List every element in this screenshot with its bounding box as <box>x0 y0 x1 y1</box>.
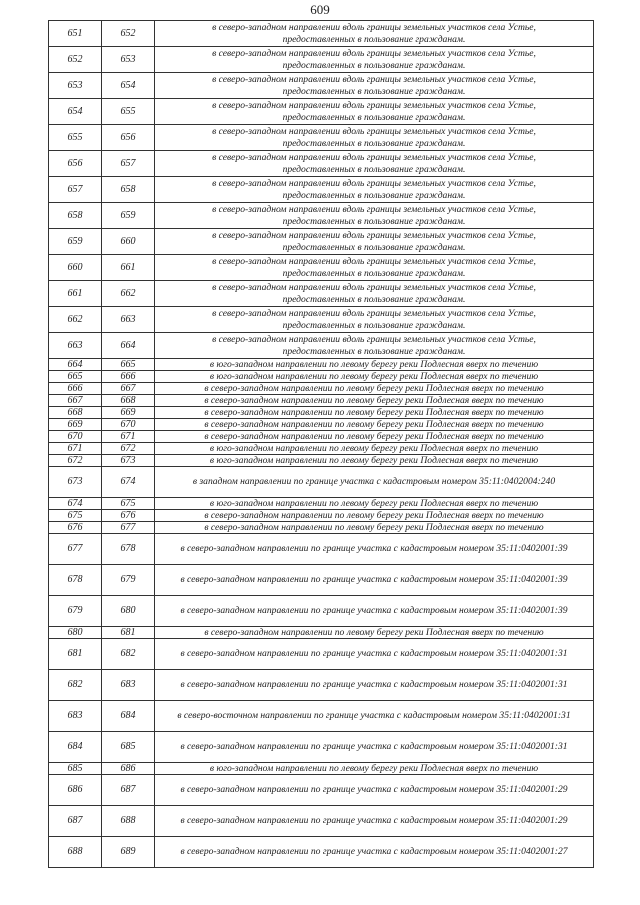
boundary-description-cell <box>155 443 594 455</box>
boundary-description-cell <box>155 255 594 281</box>
point-to-cell: 669 <box>102 407 155 419</box>
point-to-cell: 655 <box>102 99 155 125</box>
point-from-cell: 654 <box>49 99 102 125</box>
description-line: в северо-западном направлении по границе участка с кадастровым номером 35:11:0402001:31 <box>180 741 568 752</box>
point-from-cell: 664 <box>49 359 102 371</box>
description-line: в северо-западном направлении вдоль границы земельных участков села Устье, <box>212 151 536 163</box>
table-row <box>49 455 594 467</box>
table-row <box>49 522 594 534</box>
table-row <box>49 806 594 837</box>
table-row <box>49 443 594 455</box>
table-row <box>49 21 594 47</box>
boundary-description-cell <box>155 639 594 670</box>
boundary-description-cell <box>155 383 594 395</box>
point-to-cell: 666 <box>102 371 155 383</box>
boundary-description-cell <box>155 565 594 596</box>
point-to-cell: 656 <box>102 125 155 151</box>
description-line: в северо-западном направлении вдоль границы земельных участков села Устье, <box>212 203 536 215</box>
boundary-description-cell <box>155 125 594 151</box>
boundary-description-cell <box>155 510 594 522</box>
description-line: в юго-западном направлении по левому берегу реки Подлесная вверх по течению <box>209 454 539 466</box>
table-row <box>49 498 594 510</box>
table-row <box>49 203 594 229</box>
table-row <box>49 73 594 99</box>
point-from-cell: 669 <box>49 419 102 431</box>
point-from-cell: 655 <box>49 125 102 151</box>
point-from-cell: 681 <box>49 639 102 670</box>
boundary-description-cell <box>155 333 594 359</box>
point-to-cell: 668 <box>102 395 155 407</box>
description-line: в северо-западном направлении вдоль границы земельных участков села Устье, <box>212 229 536 241</box>
table-row <box>49 359 594 371</box>
boundary-description-cell <box>155 837 594 868</box>
point-to-cell: 680 <box>102 596 155 627</box>
point-from-cell: 685 <box>49 763 102 775</box>
point-to-cell: 675 <box>102 498 155 510</box>
description-line: в северо-западном направлении по левому берегу реки Подлесная вверх по течению <box>204 626 544 638</box>
boundary-description-cell <box>155 627 594 639</box>
description-line: предоставленных в пользование гражданам. <box>282 241 466 253</box>
boundary-description-cell <box>155 467 594 498</box>
page-number: 609 <box>310 2 330 17</box>
description-line: в северо-западном направлении вдоль границы земельных участков села Устье, <box>212 73 536 85</box>
description-line: в северо-западном направлении вдоль границы земельных участков села Устье, <box>212 255 536 267</box>
point-to-cell: 662 <box>102 281 155 307</box>
point-from-cell: 665 <box>49 371 102 383</box>
boundary-description-cell <box>155 498 594 510</box>
boundary-description-cell <box>155 534 594 565</box>
table-row <box>49 47 594 73</box>
boundary-description-cell <box>155 732 594 763</box>
table-row <box>49 281 594 307</box>
boundary-description-cell <box>155 281 594 307</box>
description-line: в северо-западном направлении по левому берегу реки Подлесная вверх по течению <box>204 521 544 533</box>
table-row <box>49 467 594 498</box>
point-from-cell: 651 <box>49 21 102 47</box>
point-from-cell: 656 <box>49 151 102 177</box>
point-from-cell: 666 <box>49 383 102 395</box>
point-to-cell: 677 <box>102 522 155 534</box>
boundary-description-cell <box>155 419 594 431</box>
point-from-cell: 688 <box>49 837 102 868</box>
point-from-cell: 675 <box>49 510 102 522</box>
point-to-cell: 681 <box>102 627 155 639</box>
table-row <box>49 151 594 177</box>
point-to-cell: 678 <box>102 534 155 565</box>
boundary-description-cell <box>155 177 594 203</box>
point-to-cell: 654 <box>102 73 155 99</box>
point-from-cell: 652 <box>49 47 102 73</box>
description-line: в западном направлении по границе участка с кадастровым номером 35:11:0402004:240 <box>192 476 556 487</box>
boundary-description-cell <box>155 151 594 177</box>
point-to-cell: 687 <box>102 775 155 806</box>
point-to-cell: 665 <box>102 359 155 371</box>
description-line: в северо-западном направлении вдоль границы земельных участков села Устье, <box>212 281 536 293</box>
boundary-description-cell <box>155 670 594 701</box>
description-line: предоставленных в пользование гражданам. <box>282 137 466 149</box>
table-row <box>49 596 594 627</box>
boundary-description-cell <box>155 203 594 229</box>
description-line: в северо-западном направлении по левому берегу реки Подлесная вверх по течению <box>204 382 544 394</box>
point-to-cell: 667 <box>102 383 155 395</box>
table-row <box>49 431 594 443</box>
description-line: предоставленных в пользование гражданам. <box>282 85 466 97</box>
point-from-cell: 660 <box>49 255 102 281</box>
table-row <box>49 565 594 596</box>
point-to-cell: 686 <box>102 763 155 775</box>
table-row <box>49 229 594 255</box>
description-line: в северо-западном направлении вдоль границы земельных участков села Устье, <box>212 177 536 189</box>
description-line: в северо-западном направлении по границе участка с кадастровым номером 35:11:0402001:39 <box>180 543 568 554</box>
table-row <box>49 627 594 639</box>
description-line: в северо-восточном направлении по границе участка с кадастровым номером 35:11:0402001:31 <box>177 710 571 721</box>
point-from-cell: 674 <box>49 498 102 510</box>
point-from-cell: 673 <box>49 467 102 498</box>
point-from-cell: 678 <box>49 565 102 596</box>
description-line: в юго-западном направлении по левому берегу реки Подлесная вверх по течению <box>209 442 539 454</box>
point-from-cell: 672 <box>49 455 102 467</box>
boundary-description-cell <box>155 371 594 383</box>
description-line: предоставленных в пользование гражданам. <box>282 163 466 175</box>
point-from-cell: 661 <box>49 281 102 307</box>
boundary-description-cell <box>155 522 594 534</box>
description-line: в северо-западном направлении по границе участка с кадастровым номером 35:11:0402001:27 <box>180 846 568 857</box>
point-to-cell: 652 <box>102 21 155 47</box>
point-to-cell: 659 <box>102 203 155 229</box>
description-line: в юго-западном направлении по левому берегу реки Подлесная вверх по течению <box>209 358 539 370</box>
point-from-cell: 670 <box>49 431 102 443</box>
point-to-cell: 660 <box>102 229 155 255</box>
table-row <box>49 837 594 868</box>
point-from-cell: 659 <box>49 229 102 255</box>
point-to-cell: 663 <box>102 307 155 333</box>
description-line: в северо-западном направлении вдоль границы земельных участков села Устье, <box>212 47 536 59</box>
boundary-description-cell <box>155 21 594 47</box>
point-to-cell: 679 <box>102 565 155 596</box>
point-from-cell: 686 <box>49 775 102 806</box>
description-line: предоставленных в пользование гражданам. <box>282 293 466 305</box>
table-row <box>49 383 594 395</box>
boundary-description-cell <box>155 47 594 73</box>
boundary-description-cell <box>155 395 594 407</box>
point-to-cell: 676 <box>102 510 155 522</box>
point-to-cell: 688 <box>102 806 155 837</box>
boundary-description-table <box>48 20 594 868</box>
point-to-cell: 670 <box>102 419 155 431</box>
table-body <box>49 21 594 868</box>
point-from-cell: 684 <box>49 732 102 763</box>
description-line: в северо-западном направлении по границе участка с кадастровым номером 35:11:0402001:39 <box>180 574 568 585</box>
boundary-description-cell <box>155 407 594 419</box>
point-from-cell: 687 <box>49 806 102 837</box>
table-row <box>49 419 594 431</box>
boundary-description-cell <box>155 99 594 125</box>
point-to-cell: 672 <box>102 443 155 455</box>
point-from-cell: 667 <box>49 395 102 407</box>
description-line: в юго-западном направлении по левому берегу реки Подлесная вверх по течению <box>209 497 539 509</box>
point-to-cell: 683 <box>102 670 155 701</box>
description-line: предоставленных в пользование гражданам. <box>282 33 466 45</box>
point-from-cell: 683 <box>49 701 102 732</box>
boundary-description-cell <box>155 701 594 732</box>
point-from-cell: 662 <box>49 307 102 333</box>
boundary-description-cell <box>155 431 594 443</box>
table-row <box>49 371 594 383</box>
point-to-cell: 689 <box>102 837 155 868</box>
description-line: в северо-западном направлении по границе участка с кадастровым номером 35:11:0402001:29 <box>180 815 568 826</box>
table-row <box>49 333 594 359</box>
boundary-description-cell <box>155 775 594 806</box>
table-row <box>49 255 594 281</box>
description-line: предоставленных в пользование гражданам. <box>282 345 466 357</box>
description-line: предоставленных в пользование гражданам. <box>282 59 466 71</box>
point-from-cell: 682 <box>49 670 102 701</box>
table-row <box>49 307 594 333</box>
table-row <box>49 775 594 806</box>
point-to-cell: 664 <box>102 333 155 359</box>
boundary-description-cell <box>155 229 594 255</box>
point-to-cell: 685 <box>102 732 155 763</box>
description-line: в северо-западном направлении по левому берегу реки Подлесная вверх по течению <box>204 406 544 418</box>
point-from-cell: 657 <box>49 177 102 203</box>
boundary-description-cell <box>155 806 594 837</box>
point-from-cell: 663 <box>49 333 102 359</box>
description-line: в юго-западном направлении по левому берегу реки Подлесная вверх по течению <box>209 762 539 774</box>
point-to-cell: 653 <box>102 47 155 73</box>
point-to-cell: 684 <box>102 701 155 732</box>
point-from-cell: 668 <box>49 407 102 419</box>
description-line: в северо-западном направлении вдоль границы земельных участков села Устье, <box>212 125 536 137</box>
point-from-cell: 658 <box>49 203 102 229</box>
description-line: предоставленных в пользование гражданам. <box>282 111 466 123</box>
boundary-description-cell <box>155 73 594 99</box>
point-from-cell: 676 <box>49 522 102 534</box>
table-row <box>49 701 594 732</box>
point-to-cell: 657 <box>102 151 155 177</box>
point-from-cell: 677 <box>49 534 102 565</box>
table-row <box>49 639 594 670</box>
point-to-cell: 674 <box>102 467 155 498</box>
description-line: в северо-западном направлении по границе участка с кадастровым номером 35:11:0402001:29 <box>180 784 568 795</box>
point-to-cell: 673 <box>102 455 155 467</box>
point-from-cell: 679 <box>49 596 102 627</box>
description-line: предоставленных в пользование гражданам. <box>282 215 466 227</box>
description-line: в северо-западном направлении вдоль границы земельных участков села Устье, <box>212 21 536 33</box>
description-line: в северо-западном направлении по левому берегу реки Подлесная вверх по течению <box>204 430 544 442</box>
description-line: в северо-западном направлении вдоль границы земельных участков села Устье, <box>212 307 536 319</box>
point-to-cell: 682 <box>102 639 155 670</box>
point-from-cell: 671 <box>49 443 102 455</box>
boundary-description-cell <box>155 359 594 371</box>
table-row <box>49 395 594 407</box>
description-line: предоставленных в пользование гражданам. <box>282 319 466 331</box>
table-row <box>49 534 594 565</box>
point-to-cell: 661 <box>102 255 155 281</box>
description-line: предоставленных в пользование гражданам. <box>282 189 466 201</box>
description-line: в северо-западном направлении вдоль границы земельных участков села Устье, <box>212 99 536 111</box>
point-from-cell: 680 <box>49 627 102 639</box>
table-row <box>49 732 594 763</box>
boundary-description-cell <box>155 455 594 467</box>
description-line: в северо-западном направлении по границе участка с кадастровым номером 35:11:0402001:39 <box>180 605 568 616</box>
boundary-description-cell <box>155 307 594 333</box>
description-line: в северо-западном направлении по границе участка с кадастровым номером 35:11:0402001:31 <box>180 648 568 659</box>
description-line: в северо-западном направлении по левому берегу реки Подлесная вверх по течению <box>204 394 544 406</box>
description-line: в северо-западном направлении по левому берегу реки Подлесная вверх по течению <box>204 509 544 521</box>
table-row <box>49 99 594 125</box>
point-to-cell: 658 <box>102 177 155 203</box>
table-row <box>49 670 594 701</box>
point-from-cell: 653 <box>49 73 102 99</box>
point-to-cell: 671 <box>102 431 155 443</box>
boundary-description-cell <box>155 763 594 775</box>
description-line: в северо-западном направлении по границе участка с кадастровым номером 35:11:0402001:31 <box>180 679 568 690</box>
description-line: предоставленных в пользование гражданам. <box>282 267 466 279</box>
table-row <box>49 763 594 775</box>
table-row <box>49 510 594 522</box>
description-line: в северо-западном направлении вдоль границы земельных участков села Устье, <box>212 333 536 345</box>
table-row <box>49 407 594 419</box>
description-line: в северо-западном направлении по левому берегу реки Подлесная вверх по течению <box>204 418 544 430</box>
boundary-description-cell <box>155 596 594 627</box>
table-row <box>49 177 594 203</box>
description-line: в юго-западном направлении по левому берегу реки Подлесная вверх по течению <box>209 370 539 382</box>
table-row <box>49 125 594 151</box>
